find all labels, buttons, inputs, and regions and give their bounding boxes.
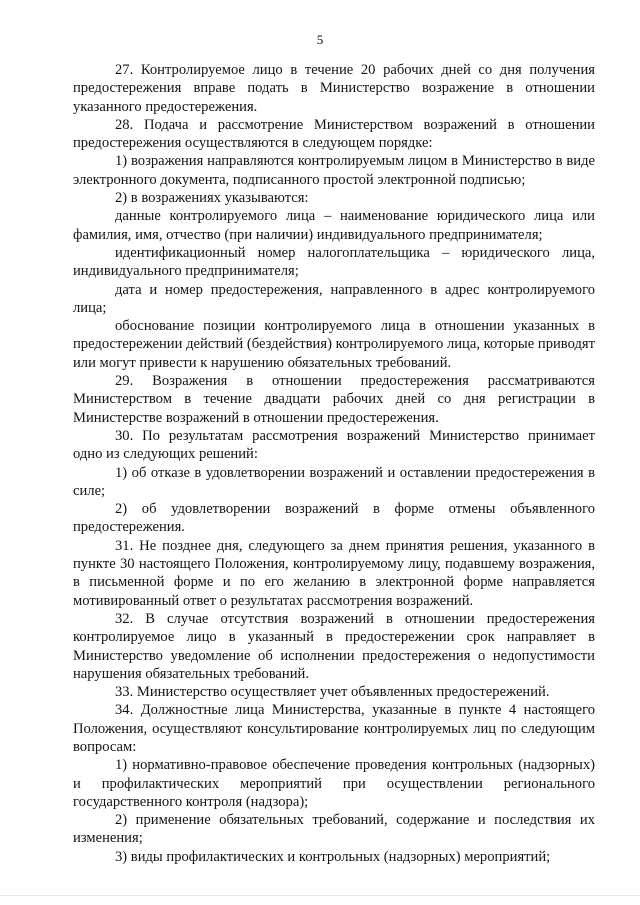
paragraph-34-item-1: 1) нормативно-правовое обеспечение проведения контрольных (надзорных) и профилактических мероприятий при осуществлении регионального государственного контроля (надзора); [73, 757, 595, 810]
scan-edge-line [0, 895, 640, 896]
paragraph-31: 31. Не позднее дня, следующего за днем принятия решения, указанного в пункте 30 настоящего Положения, контролируемому лицу, подавшему возражения, в письменной форме и по его желанию в электронной форме направляется мотивированный ответ о результатах рассмотрения возражений. [73, 537, 595, 609]
paragraph-28-item-1: 1) возражения направляются контролируемым лицом в Министерство в виде электронного документа, подписанного простой электронной подписью; [73, 153, 595, 188]
paragraph-32: 32. В случае отсутствия возражений в отношении предостережения контролируемое лицо в указанный в предостережении срок направляет в Министерство уведомление об исполнении предостережения о недопустимости нарушения обязательных требований. [73, 610, 595, 682]
paragraph-29: 29. Возражения в отношении предостережения рассматриваются Министерством в течение двадцати рабочих дней со дня регистрации в Министерстве возражений в отношении предостережения. [73, 373, 595, 426]
paragraph-28-item-2-data: данные контролируемого лица – наименование юридического лица или фамилия, имя, отчество (при наличии) индивидуального предпринимателя; [73, 208, 595, 243]
paragraph-34: 34. Должностные лица Министерства, указанные в пункте 4 настоящего Положения, осуществляют консультирование контролируемых лиц по следующим вопросам: [73, 702, 595, 755]
paragraph-34-item-2: 2) применение обязательных требований, содержание и последствия их изменения; [73, 812, 595, 847]
paragraph-33: 33. Министерство осуществляет учет объявленных предостережений. [115, 684, 550, 701]
paragraph-30: 30. По результатам рассмотрения возражений Министерство принимает одно из следующих решений: [73, 427, 595, 463]
paragraph-28-item-2: 2) в возражениях указываются: [115, 190, 309, 207]
paragraph-28-item-2-reason: обоснование позиции контролируемого лица в отношении указанных в предостережении действий (бездействия) контролируемого лица, которые приводят или могут привести к нарушению обязательных требований. [73, 318, 595, 371]
page-number: 5 [316, 32, 324, 47]
paragraph-30-item-1: 1) об отказе в удовлетворении возражений и оставлении предостережения в силе; [73, 464, 595, 499]
paragraph-28-item-2-inn: идентификационный номер налогоплательщика – юридического лица, индивидуального предпринимателя; [73, 244, 595, 280]
paragraph-27: 27. Контролируемое лицо в течение 20 рабочих дней со дня получения предостережения вправе подать в Министерство возражение в отношении указанного предостережения. [73, 62, 595, 115]
document-body [73, 61, 595, 866]
paragraph-34-item-3: 3) виды профилактических и контрольных (надзорных) мероприятий; [115, 848, 551, 865]
paragraph-28: 28. Подача и рассмотрение Министерством возражений в отношении предостережения осуществляются в следующем порядке: [73, 116, 595, 152]
paragraph-28-item-2-date: дата и номер предостережения, направленного в адрес контролируемого лица; [73, 281, 595, 316]
paragraph-30-item-2: 2) об удовлетворении возражений в форме отмены объявленного предостережения. [73, 501, 595, 536]
